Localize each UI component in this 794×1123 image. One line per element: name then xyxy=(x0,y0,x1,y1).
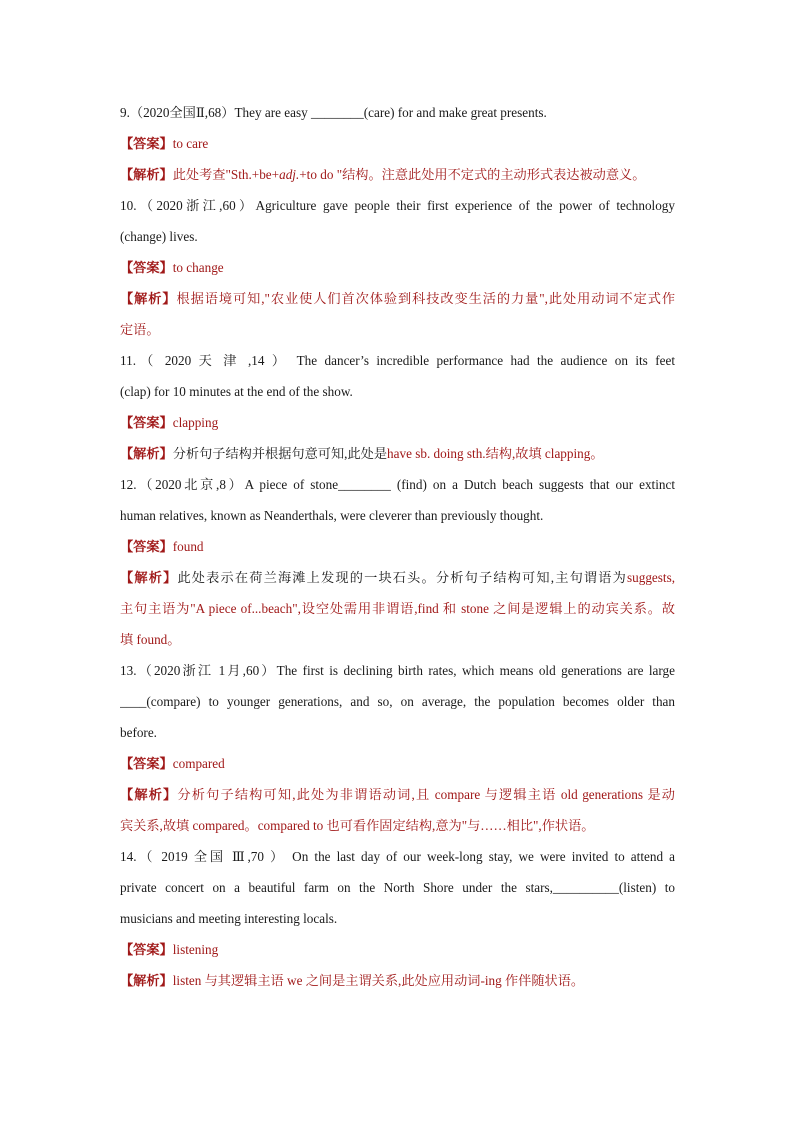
analysis-text-italic: adj. xyxy=(279,167,300,182)
analysis-10-cont: 定语。 xyxy=(120,322,160,337)
analysis-tag: 【解析】 xyxy=(120,167,173,182)
analysis-12 xyxy=(120,562,675,593)
analysis-13-cont: 宾关系,故填 compared。compared to 也可看作固定结构,意为"与……相比",作状语。 xyxy=(120,818,595,833)
question-11: 11.（ 2020 天 津 ,14 ） The dancer’s incredible performance had the audience on its feet xyxy=(120,353,675,368)
analysis-14 xyxy=(120,965,675,996)
answer-14 xyxy=(120,934,675,965)
analysis-text: 此处考查"Sth.+be+ xyxy=(172,167,280,182)
answer-9 xyxy=(120,128,675,159)
question-14-cont: private concert on a beautiful farm on the North Shore under the stars,__________(listen) to xyxy=(120,880,675,895)
analysis-12-cont: 主句主语为"A piece of...beach",设空处需用非谓语,find 和 stone 之间是逻辑上的动宾关系。故 xyxy=(120,601,675,616)
question-11-cont: (clap) for 10 minutes at the end of the show. xyxy=(120,384,353,399)
answer-text: to care xyxy=(172,136,209,151)
question-10-cont: (change) lives. xyxy=(120,229,198,244)
answer-12 xyxy=(120,531,675,562)
question-13: 13.（2020浙江 1月,60）The first is declining birth rates, which means old generations are large xyxy=(120,663,675,678)
answer-text: clapping xyxy=(172,415,219,430)
answer-tag: 【答案】 xyxy=(120,539,173,554)
analysis-13 xyxy=(120,779,675,810)
answer-text: listening xyxy=(172,942,219,957)
analysis-tag: 【解析】 xyxy=(120,570,178,585)
question-13-cont2: before. xyxy=(120,725,157,740)
document-page xyxy=(120,97,675,996)
analysis-text: 此处表示在荷兰海滩上发现的一块石头。分析句子结构可知,主句谓语为 xyxy=(177,570,628,585)
analysis-tag: 【解析】 xyxy=(120,973,173,988)
analysis-12-cont2: 填 found。 xyxy=(120,632,181,647)
analysis-tag: 【解析】 xyxy=(120,787,178,802)
question-9: 9.（2020全国Ⅱ,68）They are easy ________(care) for and make great presents. xyxy=(120,105,547,120)
question-14: 14.（ 2019 全国 Ⅲ,70 ） On the last day of our week-long stay, we were invited to attend a xyxy=(120,849,675,864)
question-14-cont2: musicians and meeting interesting locals. xyxy=(120,911,338,926)
answer-text: to change xyxy=(172,260,224,275)
analysis-text: 分析句子结构可知,此处为非谓语动词,且 compare 与逻辑主语 old generations 是动 xyxy=(177,787,675,802)
analysis-text: 分析句子结构并根据句意可知,此处是 xyxy=(172,446,388,461)
analysis-11 xyxy=(120,438,675,469)
answer-tag: 【答案】 xyxy=(120,260,173,275)
analysis-10 xyxy=(120,283,675,314)
answer-tag: 【答案】 xyxy=(120,136,173,151)
analysis-text-red: have sb. doing sth.结构,故填 clapping。 xyxy=(387,446,604,461)
answer-tag: 【答案】 xyxy=(120,415,173,430)
answer-tag: 【答案】 xyxy=(120,942,173,957)
analysis-text: 根据语境可知,"农业使人们首次体验到科技改变生活的力量",此处用动词不定式作 xyxy=(176,291,675,306)
question-10: 10.（2020浙江,60）Agriculture gave people their first experience of the power of technology xyxy=(120,198,675,213)
answer-tag: 【答案】 xyxy=(120,756,173,771)
answer-text: found xyxy=(172,539,204,554)
answer-10 xyxy=(120,252,675,283)
analysis-tag: 【解析】 xyxy=(120,446,173,461)
analysis-text: +to do "结构。注意此处用不定式的主动形式表达被动意义。 xyxy=(299,167,646,182)
answer-text: compared xyxy=(172,756,225,771)
question-12: 12.（2020北京,8）A piece of stone________ (find) on a Dutch beach suggests that our extinct xyxy=(120,477,675,492)
analysis-tag: 【解析】 xyxy=(120,291,177,306)
question-12-cont: human relatives, known as Neanderthals, were cleverer than previously thought. xyxy=(120,508,544,523)
analysis-text-red: suggests, xyxy=(627,570,675,585)
analysis-9 xyxy=(120,159,675,190)
question-13-cont: ____(compare) to younger generations, and so, on average, the population becomes older than xyxy=(120,694,675,709)
analysis-text: listen 与其逻辑主语 we 之间是主谓关系,此处应用动词-ing 作伴随状语。 xyxy=(172,973,585,988)
answer-13 xyxy=(120,748,675,779)
answer-11 xyxy=(120,407,675,438)
